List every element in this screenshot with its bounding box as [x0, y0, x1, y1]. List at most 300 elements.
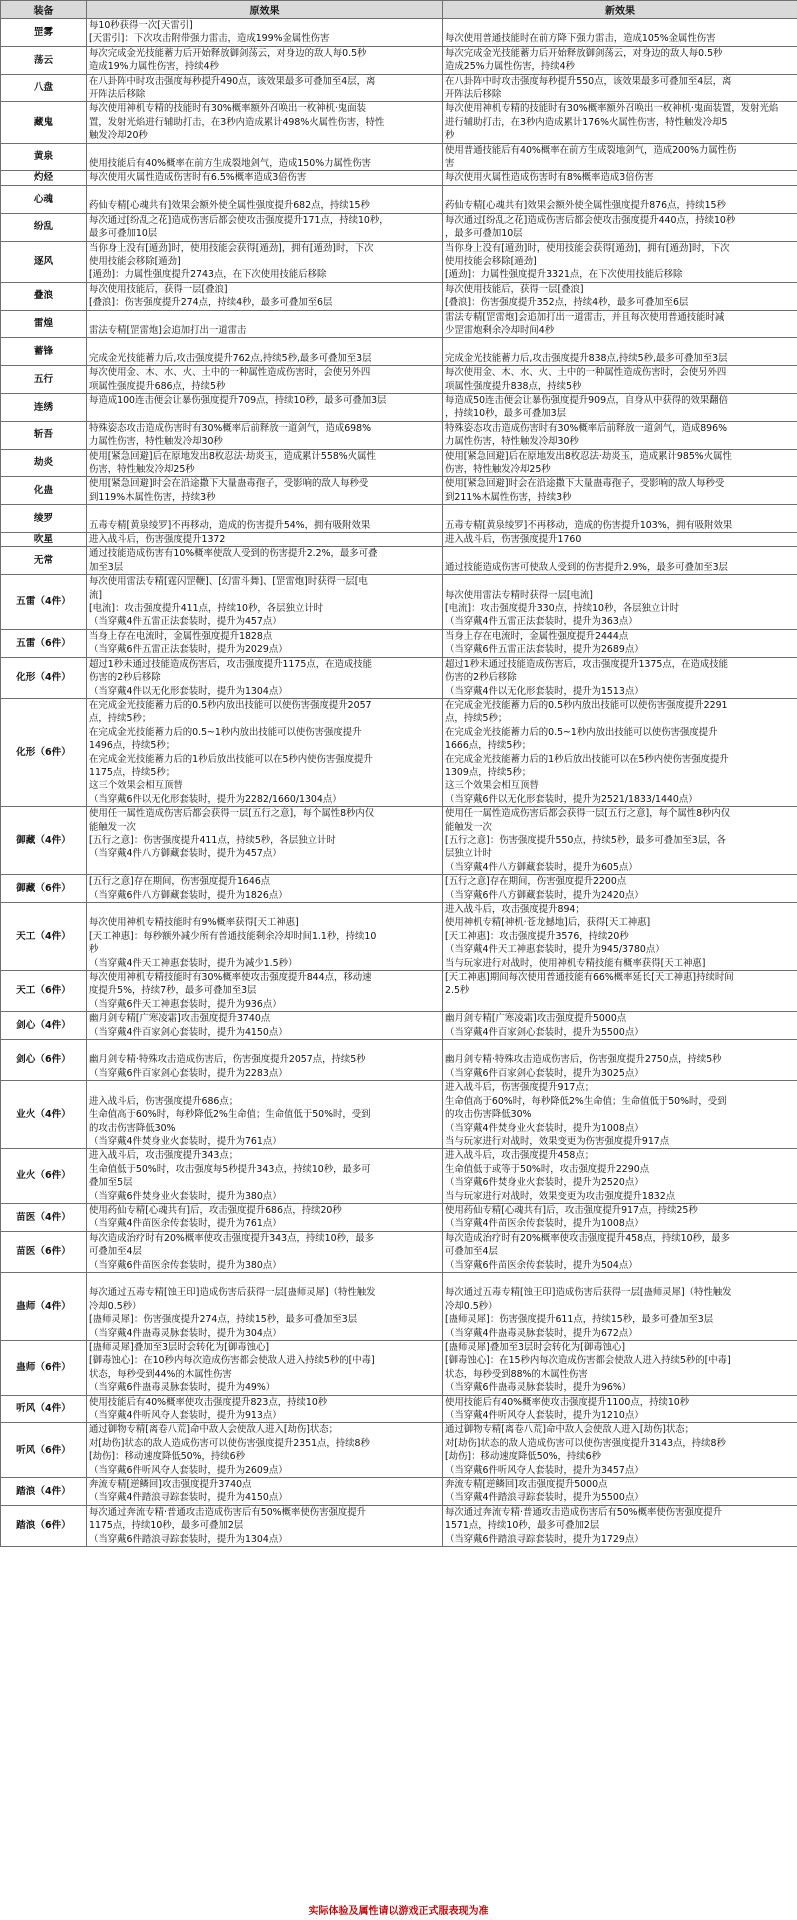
effect-line: （当穿戴6件八方御藏套装时，提升为1826点） [89, 889, 288, 901]
effect-line: （当穿戴6件百家剑心套装时，提升为2283点） [89, 1067, 288, 1079]
equipment-name-cell: 听风（4件） [1, 1395, 87, 1423]
effect-line: 每次通过[纷乱之花]造成伤害后都会使攻击强度提升440点，持续10秒 [445, 214, 736, 226]
table-row [1, 185, 797, 213]
equipment-name-cell: 蛊师（6件） [1, 1341, 87, 1396]
column-header-equipment: 装备 [1, 1, 87, 19]
original-effect-cell [87, 875, 443, 903]
new-effect-cell [443, 1012, 797, 1040]
equipment-name-cell: 化形（4件） [1, 657, 87, 698]
equipment-name-cell: 纷乱 [1, 213, 87, 241]
original-effect-cell [87, 393, 443, 421]
equipment-name-cell: 无常 [1, 547, 87, 575]
original-effect-cell [87, 185, 443, 213]
table-row [1, 74, 797, 102]
effect-line: 当你身上没有[遁劲]时，使用技能会获得[遁劲]，拥有[遁劲]时，下次 [445, 242, 730, 254]
original-effect-cell [87, 1149, 443, 1204]
effect-line [445, 575, 795, 588]
effect-line: 1175点，持续10秒，最多可叠加2层 [89, 1520, 244, 1532]
original-effect-cell [87, 46, 443, 74]
effect-line: 超过1秒未通过技能造成伤害后，攻击强度提升1375点，在造成技能 [445, 658, 728, 670]
effect-line: 使用[紧急回避]后在原地发出8枚忍法·劫炎玉，造成累计558%火属性 [89, 450, 376, 462]
original-effect-cell [87, 143, 443, 171]
effect-line: 伤害，特性触发冷却25秒 [89, 464, 195, 475]
original-effect-cell [87, 213, 443, 241]
original-effect-cell [87, 102, 443, 143]
original-effect-cell [87, 807, 443, 875]
table-row [1, 449, 797, 477]
effect-line: ，最多可叠加10层 [445, 228, 523, 240]
new-effect-cell [443, 185, 797, 213]
effect-line: 使用药仙专精[心魂共有]后，攻击强度提升917点，持续25秒 [445, 1204, 698, 1216]
effect-line: （当穿戴4件八方御藏套装时，提升为457点） [89, 848, 282, 860]
table-row [1, 1272, 797, 1340]
effect-line: 幽月剑专精·特殊攻击造成伤害后，伤害强度提升2057点，持续5秒 [89, 1054, 366, 1066]
effect-line [445, 1273, 795, 1286]
effect-line: 进入战斗后，伤害强度提升686点； [89, 1095, 239, 1107]
effect-line: 使用任一属性造成伤害后都会获得一层[五行之意]，每个属性8秒内仅 [445, 808, 731, 820]
effect-line: 在完成金光技能蓄力后的0.5秒内放出技能可以使伤害强度提升2057 [89, 699, 372, 711]
effect-line [89, 1040, 440, 1053]
new-effect-cell [443, 875, 797, 903]
effect-line: 进入战斗后，攻击强度提升458点； [445, 1150, 595, 1162]
effect-line [89, 186, 440, 199]
effect-line: （当穿戴6件八方御藏套装时，提升为2420点） [445, 889, 644, 901]
effect-line: 最多可叠加10层 [89, 228, 158, 240]
effect-line: 通过御物专精[离卷八荒]命中敌人会使敌人进入[劫伤]状态； [89, 1424, 339, 1436]
table-row [1, 393, 797, 421]
effect-line: 完成金光技能蓄力后,攻击强度提升838点,持续5秒,最多可叠加至3层 [445, 352, 728, 364]
disclaimer-footer: 实际体验及属性请以游戏正式服表现为准 [308, 1906, 489, 1917]
effect-line [445, 19, 795, 32]
effect-line: 奔流专精[逆鳞回]攻击强度提升3740点 [89, 1479, 252, 1491]
effect-line: ，持续10秒，最多可叠加3层 [445, 408, 567, 420]
equipment-name-cell: 连绣 [1, 393, 87, 421]
effect-line: [遁劲]：力属性强度提升2743点，在下次使用技能后移除 [89, 269, 327, 281]
effect-line: 幽月剑专精·特殊攻击造成伤害后，伤害强度提升2750点，持续5秒 [445, 1054, 722, 1066]
effect-line: 进入战斗后，攻击强度提升343点； [89, 1150, 239, 1162]
table-header-row [1, 1, 797, 19]
effect-line: 层独立计时 [445, 848, 492, 860]
new-effect-cell [443, 213, 797, 241]
equipment-name-cell: 斩吾 [1, 421, 87, 449]
effect-line: 每次使用神机专精的技能时有30%概率额外召唤出一枚神机·鬼面装置，发射光焰 [445, 103, 779, 115]
effect-line: 每次使用神机专精技能时有30%概率使攻击强度提升844点，移动速 [89, 972, 372, 984]
effect-line: 度提升5%，持续7秒，最多可叠加至3层 [89, 985, 257, 997]
effect-line [445, 186, 795, 199]
effect-line: 伤害的2秒后移除 [445, 672, 517, 684]
effect-line: 叠加至5层 [89, 1177, 133, 1189]
effect-line: 每次使用神机专精的技能时有30%概率额外召唤出一枚神机·鬼面装 [89, 103, 366, 115]
original-effect-cell [87, 421, 443, 449]
table-row [1, 1149, 797, 1204]
effect-line: 项属性强度提升838点，持续5秒 [445, 380, 582, 392]
effect-line: 使用[紧急回避]后在原地发出8枚忍法·劫炎玉，造成累计985%火属性 [445, 450, 732, 462]
equipment-name-cell: 业火（4件） [1, 1081, 87, 1149]
effect-line: （当穿戴6件苗医余传套装时，提升为380点） [89, 1259, 282, 1271]
table-row [1, 171, 797, 185]
table-row [1, 143, 797, 171]
effect-line: 造成25%力属性伤害，持续4秒 [445, 61, 575, 73]
effect-line: 幽月剑专精[广寒凌霜]攻击强度提升3740点 [89, 1013, 271, 1025]
new-effect-cell [443, 1081, 797, 1149]
effect-line: 进入战斗后，伤害强度提升1760 [445, 534, 582, 546]
effect-line: 进入战斗后，伤害强度提升917点； [445, 1082, 595, 1094]
effect-line: [御毒蚀心]：在15秒内每次造成伤害都会使敌人进入持续5秒的[中毒] [445, 1355, 731, 1367]
equipment-name-cell: 化蛊 [1, 477, 87, 505]
effect-line: 生命值低于或等于50%时，攻击强度提升2290点 [445, 1163, 650, 1175]
original-effect-cell [87, 1272, 443, 1340]
effect-line: 在完成金光技能蓄力后的0.5~1秒内放出技能可以使伤害强度提升 [89, 726, 362, 738]
original-effect-cell [87, 1012, 443, 1040]
effect-line: （当穿戴4件八方御藏套装时，提升为605点） [445, 861, 638, 873]
table-row [1, 971, 797, 1012]
new-effect-cell [443, 171, 797, 185]
equipment-name-cell: 五行 [1, 366, 87, 394]
effect-line: 力属性伤害，特性触发冷却30秒 [89, 436, 223, 448]
effect-line: 加至3层 [89, 561, 124, 573]
effect-line: （当穿戴6件焚身业火套装时，提升为380点） [89, 1190, 282, 1202]
effect-line: （当穿戴6件五雷正法套装时，提升为2029点） [89, 644, 288, 656]
new-effect-cell [443, 1341, 797, 1396]
equipment-name-cell: 听风（6件） [1, 1423, 87, 1478]
effect-line: （当穿戴4件天工神惠套装时，提升为945/3780点） [445, 944, 665, 956]
effect-line: 置，发射光焰进行辅助打击，在3秒内造成累计498%火属性伤害，特性 [89, 116, 385, 128]
effect-line: 伤害的2秒后移除 [89, 672, 161, 684]
effect-line: （当穿戴4件以无化形套装时，提升为1513点） [445, 685, 644, 697]
equipment-name-cell: 心魂 [1, 185, 87, 213]
effect-line: 这三个效果会相互顶替 [445, 780, 539, 792]
effect-line: 每次使用金、木、水、火、土中的一种属性造成伤害时，会使另外四 [89, 367, 371, 379]
effect-line [89, 144, 440, 157]
equipment-name-cell: 御藏（6件） [1, 875, 87, 903]
effect-line: [蛊师灵犀]叠加至3层时会转化为[御毒蚀心] [445, 1342, 625, 1353]
equipment-name-cell: 绫罗 [1, 505, 87, 533]
table-row [1, 46, 797, 74]
equipment-name-cell: 踏浪（6件） [1, 1505, 87, 1546]
original-effect-cell [87, 629, 443, 657]
effect-line [445, 998, 795, 1011]
effect-line: 超过1秒未通过技能造成伤害后，攻击强度提升1175点，在造成技能 [89, 658, 372, 670]
effect-line: （当穿戴6件蛊毒灵脉套装时，提升为49%） [89, 1382, 276, 1394]
effect-line: （当穿戴4件苗医余传套装时，提升为1008点） [445, 1218, 644, 1230]
equipment-name-cell: 灼烃 [1, 171, 87, 185]
effect-line: 害 [445, 158, 455, 170]
table-row [1, 19, 797, 47]
table-row [1, 1012, 797, 1040]
effect-line: （当穿戴4件踏浪寻踪套装时，提升为5500点） [445, 1492, 644, 1504]
effect-line: 冷却0.5秒） [445, 1300, 498, 1312]
effect-line: 使用神机专精[神机·苍龙撼地]后，获得[天工神惠] [445, 917, 651, 929]
table-row [1, 1505, 797, 1546]
original-effect-cell [87, 19, 443, 47]
new-effect-cell [443, 657, 797, 698]
effect-line: [叠浪]：伤害强度提升352点，持续4秒，最多可叠加至6层 [445, 297, 689, 309]
new-effect-cell [443, 629, 797, 657]
table-row [1, 1423, 797, 1478]
equipment-name-cell: 业火（6件） [1, 1149, 87, 1204]
effect-line: [电流]：攻击强度提升330点，持续10秒，各层独立计时 [445, 603, 680, 615]
effect-line: 每次使用技能后，获得一层[叠浪] [89, 283, 228, 295]
effect-line [445, 1040, 795, 1053]
new-effect-cell [443, 241, 797, 282]
equipment-name-cell: 踏浪（4件） [1, 1478, 87, 1506]
effect-line: 这三个效果会相互顶替 [89, 780, 183, 792]
effect-line: （当穿戴4件以无化形套装时，提升为1304点） [89, 685, 288, 697]
effect-line: 能触发一次 [445, 821, 492, 833]
effect-line: 每10秒获得一次[天雷引] [89, 20, 193, 31]
effect-line: 在完成金光技能蓄力后的0.5秒内放出技能可以使伤害强度提升2291 [445, 699, 728, 711]
effect-line [445, 547, 795, 560]
effect-line: 每次使用雷法专精[霆闪罡鞭]、[幻雷斗舞]、[罡雷炮]时获得一层[电 [89, 576, 368, 588]
equipment-name-cell: 黄泉 [1, 143, 87, 171]
equipment-name-cell: 天工（6件） [1, 971, 87, 1012]
equipment-name-cell: 剑心（6件） [1, 1040, 87, 1081]
new-effect-cell [443, 143, 797, 171]
table-row [1, 1478, 797, 1506]
effect-line: 开阵法后移除 [445, 89, 502, 101]
original-effect-cell [87, 1395, 443, 1423]
equipment-name-cell: 八盘 [1, 74, 87, 102]
effect-line: 每造成50连击便会让暴伤强度提升909点，自身从中获得的效果翻倍 [445, 394, 728, 406]
new-effect-cell [443, 533, 797, 547]
effect-line: （当穿戴4件苗医余传套装时，提升为761点） [89, 1218, 282, 1230]
effect-line: [天工神惠]期间每次使用普通技能有66%概率延长[天工神惠]持续时间 [445, 972, 734, 984]
effect-line: 当你身上没有[遁劲]时，使用技能会获得[遁劲]，拥有[遁劲]时，下次 [89, 242, 374, 254]
equipment-name-cell: 苗医（6件） [1, 1231, 87, 1272]
effect-line: 每次造成治疗时有20%概率使攻击强度提升458点，持续10秒，最多 [445, 1232, 731, 1244]
effect-line: 少罡雷炮剩余冷却时间4秒 [445, 324, 555, 336]
new-effect-cell [443, 1203, 797, 1231]
original-effect-cell [87, 1423, 443, 1478]
original-effect-cell [87, 903, 443, 971]
effect-line: （当穿戴6件蛊毒灵脉套装时，提升为96%） [445, 1382, 632, 1394]
effect-line [89, 1273, 440, 1286]
effect-line: 使用技能后有40%概率使攻击强度提升1100点，持续10秒 [445, 1396, 690, 1408]
effect-line: 点，持续5秒； [89, 713, 152, 725]
effect-line: 进入战斗后，攻击强度提升894； [445, 904, 585, 915]
original-effect-cell [87, 74, 443, 102]
effect-line: 使用药仙专精[心魂共有]后，攻击强度提升686点，持续20秒 [89, 1204, 342, 1216]
effect-line: 生命值低于50%时，攻击强度每5秒提升343点，持续10秒，最多可 [89, 1163, 371, 1175]
effect-line: 雷法专精[罡雷炮]会追加打出一道雷击，并且每次使用普通技能时减 [445, 311, 725, 323]
effect-line: 流] [89, 589, 103, 601]
effect-line: （当穿戴4件焚身业火套装时，提升为1008点） [445, 1122, 644, 1134]
effect-line: 触发冷却20秒 [89, 130, 148, 142]
original-effect-cell [87, 282, 443, 310]
column-header-new-effect: 新效果 [443, 1, 797, 19]
effect-line: 的攻击伤害降低30% [445, 1109, 532, 1121]
new-effect-cell [443, 903, 797, 971]
equipment-name-cell: 天工（4件） [1, 903, 87, 971]
effect-line: （当穿戴4件百家剑心套装时，提升为5500点） [445, 1026, 644, 1038]
new-effect-cell [443, 971, 797, 1012]
effect-line: 使用技能后有40%概率使攻击强度提升823点，持续10秒 [89, 1396, 328, 1408]
effect-line: [劫伤]：移动速度降低50%，持续6秒 [445, 1451, 601, 1463]
effect-line: （当穿戴4件百家剑心套装时，提升为4150点） [89, 1026, 288, 1038]
effect-line: 每次通过奔流专精·普通攻击造成伤害后有50%概率使伤害强度提升 [445, 1506, 722, 1518]
effect-line: 力属性伤害，特性触发冷却30秒 [445, 436, 579, 448]
original-effect-cell [87, 1040, 443, 1081]
effect-line: 1175点，持续5秒； [89, 766, 176, 778]
table-row [1, 102, 797, 143]
effect-line: （当穿戴6件以无化形套装时，提升为2282/1660/1304点） [89, 793, 342, 805]
effect-line: [蛊师灵犀]：伤害强度提升611点，持续15秒，最多可叠加至3层 [445, 1314, 714, 1326]
equipment-name-cell: 逐风 [1, 241, 87, 282]
original-effect-cell [87, 366, 443, 394]
effect-line: 在完成金光技能蓄力后的1秒后放出技能可以在5秒内使伤害强度提升 [89, 753, 373, 765]
effect-line: 点，持续5秒； [445, 713, 508, 725]
equipment-name-cell: 荡云 [1, 46, 87, 74]
effect-line [89, 311, 440, 324]
effect-line: 当与玩家进行对战时，使用神机专精技能有概率获得[天工神惠] [445, 957, 706, 969]
new-effect-cell [443, 310, 797, 338]
effect-line: 伤害，特性触发冷却25秒 [445, 464, 551, 475]
equipment-name-cell: 叠浪 [1, 282, 87, 310]
table-row [1, 477, 797, 505]
effect-line: 开阵法后移除 [89, 89, 146, 101]
effect-line: 生命值高于60%时，每秒降低2%生命值；生命值低于50%时，受到 [89, 1109, 371, 1121]
effect-line: 通过技能造成伤害可使敌人受到的伤害提升2.9%，最多可叠加至3层 [445, 561, 728, 573]
effect-line: 1496点，持续5秒； [89, 740, 176, 752]
table-row [1, 1081, 797, 1149]
effect-line: 的攻击伤害降低30% [89, 1122, 176, 1134]
equipment-name-cell: 劫炎 [1, 449, 87, 477]
effect-line [89, 903, 440, 916]
original-effect-cell [87, 547, 443, 575]
effect-line: 药仙专精[心魂共有]效果会额外使全属性强度提升682点，持续15秒 [89, 200, 370, 212]
table-row [1, 533, 797, 547]
effect-line: 雷法专精[罡雷炮]会追加打出一道雷击 [89, 324, 247, 336]
new-effect-cell [443, 1272, 797, 1340]
effect-line [89, 1081, 440, 1094]
effect-line: （当穿戴4件五雷正法套装时，提升为363点） [445, 616, 638, 628]
original-effect-cell [87, 533, 443, 547]
table-row [1, 657, 797, 698]
effect-line: 到211%木属性伤害，持续3秒 [445, 491, 572, 503]
effect-line: 每次造成治疗时有20%概率使攻击强度提升343点，持续10秒，最多 [89, 1232, 375, 1244]
new-effect-cell [443, 1149, 797, 1204]
effect-line [89, 505, 440, 518]
effect-line: 每次使用神机专精技能时有9%概率获得[天工神惠] [89, 917, 299, 929]
effect-line: [五行之意]：伤害强度提升411点，持续5秒，各层独立计时 [89, 834, 336, 846]
original-effect-cell [87, 449, 443, 477]
effect-line: （当穿戴6件百家剑心套装时，提升为3025点） [445, 1067, 644, 1079]
effect-line: （当穿戴4件踏浪寻踪套装时，提升为4150点） [89, 1492, 288, 1504]
effect-line: （当穿戴4件五雷正法套装时，提升为457点） [89, 616, 282, 628]
table-row [1, 1341, 797, 1396]
new-effect-cell [443, 19, 797, 47]
original-effect-cell [87, 171, 443, 185]
original-effect-cell [87, 1081, 443, 1149]
table-row [1, 903, 797, 971]
effect-line: 在完成金光技能蓄力后的1秒后放出技能可以在5秒内使伤害强度提升 [445, 753, 729, 765]
effect-line: [御毒蚀心]：在10秒内每次造成伤害都会使敌人进入持续5秒的[中毒] [89, 1355, 375, 1367]
effect-line: 使用技能会移除[遁劲] [89, 255, 181, 267]
new-effect-cell [443, 575, 797, 630]
effect-line: [蛊师灵犀]叠加至3层时会转化为[御毒蚀心] [89, 1342, 269, 1353]
table-row [1, 629, 797, 657]
new-effect-cell [443, 74, 797, 102]
table-row [1, 421, 797, 449]
effect-line: 造成19%力属性伤害，持续4秒 [89, 61, 219, 73]
effect-line: [五行之意]存在期间，伤害强度提升2200点 [445, 876, 627, 888]
table-row [1, 310, 797, 338]
effect-line: 在完成金光技能蓄力后的0.5~1秒内放出技能可以使伤害强度提升 [445, 726, 718, 738]
effect-line: 状态，每秒受到88%的木属性伤害 [445, 1368, 588, 1380]
column-header-original-effect: 原效果 [87, 1, 443, 19]
new-effect-cell [443, 477, 797, 505]
effect-line: （当穿戴6件踏浪寻踪套装时，提升为1304点） [89, 1533, 288, 1545]
original-effect-cell [87, 1478, 443, 1506]
table-row [1, 547, 797, 575]
effect-line: 特殊姿态攻击造成伤害时有30%概率后前释放一道剑气，造成698% [89, 422, 372, 434]
effect-line: 完成金光技能蓄力后,攻击强度提升762点,持续5秒,最多可叠加至3层 [89, 352, 372, 364]
new-effect-cell [443, 102, 797, 143]
table-row [1, 1395, 797, 1423]
effect-line: 五毒专精[黄泉绫罗]不再移动，造成的伤害提升54%，拥有吸附效果 [89, 519, 371, 531]
new-effect-cell [443, 366, 797, 394]
equipment-name-cell: 雷煌 [1, 310, 87, 338]
effect-line: （当穿戴4件蛊毒灵脉套装时，提升为672点） [445, 1327, 638, 1339]
new-effect-cell [443, 1395, 797, 1423]
equipment-name-cell: 苗医（4件） [1, 1203, 87, 1231]
effect-line: （当穿戴4件天工神惠套装时，提升为减少1.5秒） [89, 957, 298, 969]
table-row [1, 1040, 797, 1081]
effect-line: （当穿戴4件听风夺人套装时，提升为1210点） [445, 1410, 644, 1422]
table-row [1, 366, 797, 394]
effect-line: 幽月剑专精[广寒凌霜]攻击强度提升5000点 [445, 1013, 627, 1025]
new-effect-cell [443, 1231, 797, 1272]
effect-line: 使用普通技能后有40%概率在前方生成裂地剑气，造成200%力属性伤 [445, 144, 737, 156]
original-effect-cell [87, 971, 443, 1012]
effect-line: 药仙专精[心魂共有]效果会额外使全属性强度提升876点，持续15秒 [445, 200, 726, 212]
effect-line: （当穿戴6件踏浪寻踪套装时，提升为1729点） [445, 1533, 644, 1545]
table-row [1, 1231, 797, 1272]
equipment-name-cell: 五雷（6件） [1, 629, 87, 657]
original-effect-cell [87, 1231, 443, 1272]
effect-line: 每次使用普通技能时在前方降下强力雷击，造成105%金属性伤害 [445, 33, 716, 45]
effect-line: 项属性强度提升686点，持续5秒 [89, 380, 226, 392]
effect-line: （当穿戴6件五雷正法套装时，提升为2689点） [445, 644, 644, 656]
effect-line: [电流]：攻击强度提升411点，持续10秒，各层独立计时 [89, 603, 324, 615]
table-row [1, 807, 797, 875]
new-effect-cell [443, 807, 797, 875]
equipment-name-cell: 化形（6件） [1, 698, 87, 806]
effect-line: （当穿戴6件听风夺人套装时，提升为2609点） [89, 1464, 288, 1476]
new-effect-cell [443, 505, 797, 533]
effect-line: 1309点，持续5秒； [445, 766, 532, 778]
effect-line: （当穿戴6件以无化形套装时，提升为2521/1833/1440点） [445, 793, 698, 805]
effect-line: 2.5秒 [445, 985, 470, 997]
table-row [1, 875, 797, 903]
equipment-name-cell: 蓄锋 [1, 338, 87, 366]
effect-line [89, 338, 440, 351]
effect-line: 1666点，持续5秒； [445, 740, 532, 752]
effect-line: 秒 [445, 130, 455, 142]
table-row [1, 1203, 797, 1231]
effect-line: 能触发一次 [89, 821, 136, 833]
effect-line: 在八卦阵中时攻击强度每秒提升490点，该效果最多可叠加至4层，离 [89, 75, 376, 87]
effect-line: 可叠加至4层 [445, 1246, 498, 1258]
table-row [1, 575, 797, 630]
effect-line: 到119%木属性伤害，持续3秒 [89, 491, 216, 503]
equipment-name-cell: 御藏（4件） [1, 807, 87, 875]
effect-line: 每次使用雷法专精时获得一层[电流] [445, 589, 593, 601]
effect-line: 每次使用金、木、水、火、土中的一种属性造成伤害时，会使另外四 [445, 367, 727, 379]
new-effect-cell [443, 1423, 797, 1478]
effect-line: 生命值高于60%时，每秒降低2%生命值；生命值低于50%时，受到 [445, 1095, 727, 1107]
effect-line: 使用[紧急回避]时会在沿途撒下大量蛊毒孢子，受影响的敌人每秒受 [89, 478, 369, 490]
